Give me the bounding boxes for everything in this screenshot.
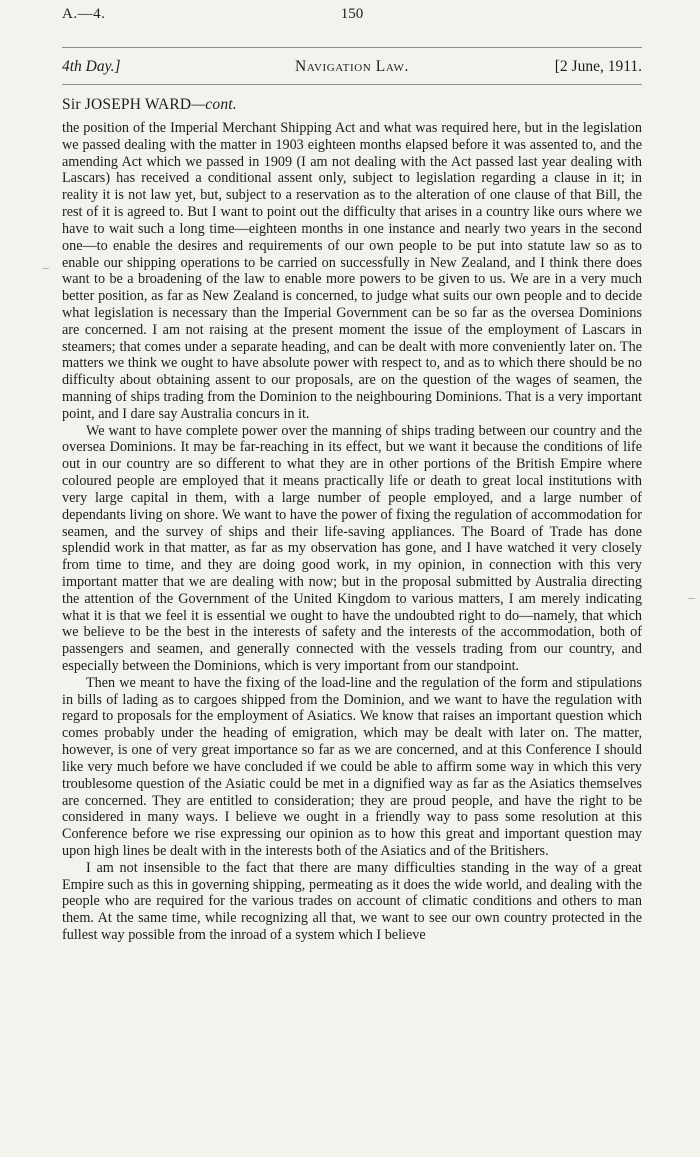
speaker-continued: —cont. bbox=[191, 96, 237, 113]
paragraph: I am not insensible to the fact that there are many difficulties standing in the way of a great Empire such as this in governing shipping, permeating as it does the wide world, and dealing with the people who are required for the various trades on account of climatic conditions and others to man them. At the same time, while recognizing all that, we want to see our own country protected in the fullest way possible from the inroad of a system which I believe bbox=[62, 859, 642, 943]
speaker-heading bbox=[62, 96, 237, 114]
sitting-date: [2 June, 1911. bbox=[554, 58, 642, 75]
speaker-name: Sir JOSEPH WARD bbox=[62, 96, 192, 113]
header-rule-bottom bbox=[62, 84, 642, 85]
page-number: 150 bbox=[340, 6, 364, 22]
paragraph: We want to have complete power over the manning of ships trading between our country and the oversea Dominions. It may be far-reaching in its effect, but we want it because the conditions of life out in our country are so different to what they are in other portions of the British Empire where coloured people are employed that it means practically life or death to great local institutions with very large capital in them, with a large number of people employed, and a large number of dependants living on shore. We want to have the power of fixing the regulation of accommodation for seamen, and the survey of ships and their life-saving appliances. The Board of Trade has done splendid work in that matter, as far as my observation has gone, and I have watched it very closely from time to time, and they are doing good work, in my opinion, in connection with this very important matter that we are dealing with now; but in the proposal submitted by Australia directing the attention of the Government of the United Kingdom to various matters, I am merely indicating what it is that we feel it is essential we ought to have the undoubted right to do—namely, that which we believe to be the best in the interests of safety and the interests of the accommodation, both of passengers and seamen, and generally connected with the vessels trading from our country, and especially between the Dominions, which is very important from our standpoint. bbox=[62, 422, 642, 674]
paragraph: the position of the Imperial Merchant Shipping Act and what was required here, but in the legislation we passed dealing with the matter in 1903 eighteen months elapsed before it was assented to, and the amending Act which we passed in 1909 (I am not dealing with the Act passed last year dealing with Lascars) has received a conditional assent only, subject to legislation regarding a clause in it; in reality it is not law yet, but, subject to a reservation as to the alteration of one clause of that Bill, the rest of it is agreed to. But I want to point out the difficulty that arises in a country like ours where we have to wait such a long time—eighteen months in one instance and nearly two years in the second one—to enable the desires and requirements of our own people to be put into statute law so as to enable our shipping operations to be carried on successfully in New Zealand, and I think there does want to be a broadening of the law to enable more powers to be given to us. We are in a very much better position, as far as New Zealand is concerned, to judge what suits our own people and to decide what legislation is necessary than the Imperial Government can be so far as the oversea Dominions are concerned. I am not raising at the present moment the issue of the employment of Lascars in steamers; that comes under a separate heading, and can be dealt with more conveniently later on. The matters we think we ought to have absolute power with respect to, and as to which there should be no difficulty about obtaining assent to our proposals, are on the question of the wages of seamen, the manning of ships trading from the Dominion to the neighbouring Dominions. That is a very important point, and I dare say Australia concurs in it. bbox=[62, 120, 642, 422]
speech-body bbox=[62, 120, 642, 944]
header-rule-top bbox=[62, 47, 642, 48]
margin-mark bbox=[688, 598, 695, 599]
document-reference: A.—4. bbox=[62, 6, 106, 22]
section-title: Navigation Law. bbox=[295, 58, 409, 75]
paragraph: Then we meant to have the fixing of the load-line and the regulation of the form and stipulations in bills of lading as to cargoes shipped from the Dominion, and we want to have the regulation with regard to proposals for the employment of Asiatics. We know that raises an important question which comes probably under the heading of emigration, which may be dealt with later on. The matter, however, is one of very great importance so far as we are concerned, and at this Conference I should like very much before we have concluded if we could be able to affirm some way in which this very troublesome question of the Asiatic could be met in a dignified way as far as the Asiatics themselves are concerned. They are entitled to consideration; they are proud people, and have the right to be considered in many ways. I believe we ought in a friendly way to pass some resolution at this Conference before we rise expressing our opinion as to how this great and important question may upon high lines be dealt with in the interests both of the Asiatics and of the Britishers. bbox=[62, 674, 642, 859]
margin-mark bbox=[42, 268, 49, 269]
running-header bbox=[62, 58, 642, 80]
sitting-day: 4th Day.] bbox=[62, 58, 121, 75]
top-header bbox=[62, 6, 642, 28]
